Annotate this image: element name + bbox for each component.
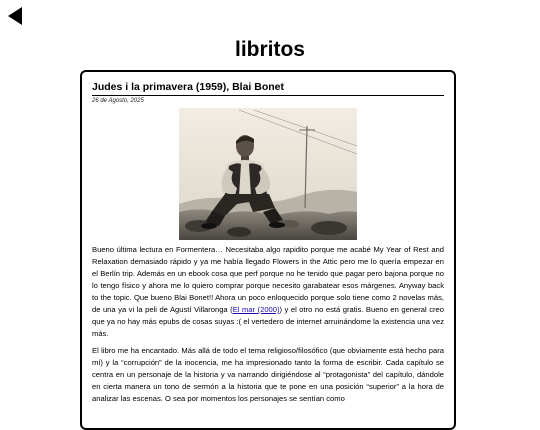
back-triangle-icon [8, 7, 22, 25]
site-title: libritos [234, 38, 305, 61]
paragraph-1-text-b: ) y el otro no está gratis. Bueno en general creo que ya no hay más epubs de cosas suyas :( el vertedero de internet arruinándome la existencia una vez más. [92, 305, 444, 338]
post-title: Judes i la primavera (1959), Blai Bonet [92, 81, 444, 96]
post-paragraph-1 [92, 244, 444, 340]
post-paragraph-2: El libro me ha encantado. Más allá de todo el tema religioso/filosófico (que obviamente está hecho para mí) y la “corrupción” de la inocencia, me ha impresionado tanto la forma de escribir. Cada capítulo se centra en un personaje de la historia y va narrando dirigiéndose al “protagonista” del capítulo, dándole en cierta manera un tono de sermón a la historia que te pone en una posición “superior” a la hora de analizar las escenas. O sea por momentos los personajes se sentían como [92, 346, 444, 403]
post-card [80, 70, 456, 430]
el-mar-link[interactable]: El mar (2000) [232, 305, 280, 314]
post-photo [179, 108, 357, 240]
paragraph-1-text-a: Bueno última lectura en Formentera… Necesitaba algo rapidito porque me acabé My Year of Rest and Relaxation demasiado rápido y ya me había llegado Flowers in the Attic pero me lo quería empezar en el Berlín trip. Además en un ebook cosa que perf porque no he tenido que pagar pero bajona porque no lo tengo físico y ahora me lo quiero comprar porque necesito garabatear esos márgenes. Anyway back to the topic. Que bueno Blai Bonet!! Ahora un poco enloquecido porque solo tiene como 2 novelas más, de una ya vi la peli de Agustí Villaronga ( [92, 245, 444, 314]
post-photo-image [179, 108, 357, 240]
back-button[interactable] [8, 7, 22, 25]
post-date: 26 de Agosto, 2025 [92, 98, 144, 104]
